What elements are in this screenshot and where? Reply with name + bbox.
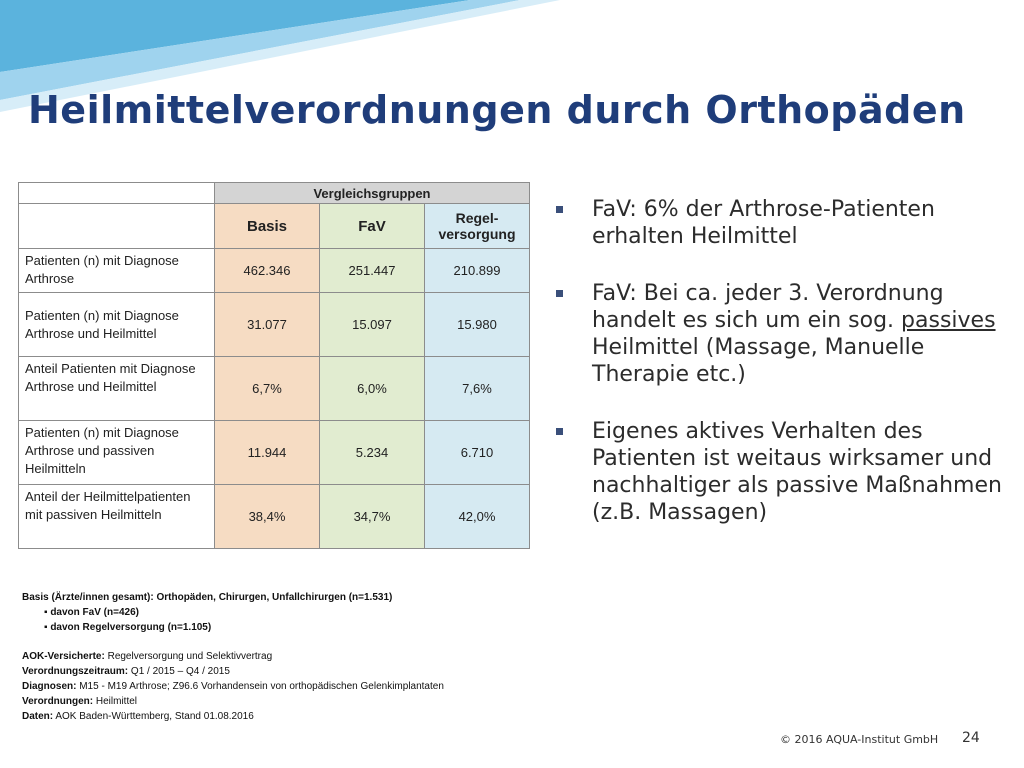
note-value: AOK Baden-Württemberg, Stand 01.08.2016: [53, 711, 254, 722]
cell-basis: 6,7%: [215, 357, 320, 421]
footnotes: [22, 590, 444, 724]
bullet-text-pre: FaV: Bei ca. jeder 3. Verordnung handelt es sich um ein sog.: [592, 281, 944, 333]
note-value: Q1 / 2015 – Q4 / 2015: [128, 666, 230, 677]
cell-basis: 31.077: [215, 293, 320, 357]
row-label: Patienten (n) mit Diagnose Arthrose: [19, 249, 215, 293]
bullet-list: [556, 196, 1006, 556]
bullet-text: Eigenes aktives Verhalten des Patienten ist weitaus wirksamer und nachhaltiger als passive Maßnahmen (z.B. Massagen): [592, 419, 1002, 525]
col-header-fav: FaV: [320, 204, 425, 249]
note-value: Heilmittel: [93, 696, 138, 707]
note-label: AOK-Versicherte:: [22, 651, 105, 662]
cell-fav: 251.447: [320, 249, 425, 293]
cell-regel: 6.710: [425, 421, 530, 485]
table-row: [19, 485, 530, 549]
table-row: [19, 293, 530, 357]
comparison-table: [18, 182, 530, 549]
table-corner-2: [19, 204, 215, 249]
row-label: Anteil der Heilmittelpatienten mit passiven Heilmitteln: [19, 485, 215, 549]
page-number: 24: [962, 730, 980, 746]
cell-fav: 15.097: [320, 293, 425, 357]
copyright: © 2016 AQUA-Institut GmbH: [780, 733, 939, 746]
col-header-regel-text: Regel- versorgung: [438, 210, 516, 242]
cell-basis: 462.346: [215, 249, 320, 293]
note-regel: ▪ davon Regelversorgung (n=1.105): [44, 622, 212, 633]
note-daten: [22, 709, 444, 724]
square-bullet-icon: [556, 428, 563, 435]
note-diagnosen: [22, 679, 444, 694]
note-zeitraum: [22, 664, 444, 679]
table-row: [19, 249, 530, 293]
bullet-text-underlined: passives: [901, 308, 996, 333]
cell-regel: 42,0%: [425, 485, 530, 549]
cell-regel: 15.980: [425, 293, 530, 357]
row-label: Patienten (n) mit Diagnose Arthrose und passiven Heilmitteln: [19, 421, 215, 485]
cell-fav: 6,0%: [320, 357, 425, 421]
table-row: [19, 357, 530, 421]
table-corner: [19, 183, 215, 204]
cell-regel: 210.899: [425, 249, 530, 293]
group-header: Vergleichsgruppen: [215, 183, 530, 204]
col-header-regelversorgung: [425, 204, 530, 249]
cell-basis: 38,4%: [215, 485, 320, 549]
square-bullet-icon: [556, 206, 563, 213]
cell-fav: 5.234: [320, 421, 425, 485]
bullet-item: [556, 196, 1006, 250]
note-value: M15 - M19 Arthrose; Z96.6 Vorhandensein von orthopädischen Gelenkimplantaten: [76, 681, 444, 692]
note-basis: Basis (Ärzte/innen gesamt): Orthopäden, Chirurgen, Unfallchirurgen (n=1.531): [22, 592, 393, 603]
square-bullet-icon: [556, 290, 563, 297]
row-label: Anteil Patienten mit Diagnose Arthrose und Heilmittel: [19, 357, 215, 421]
cell-basis: 11.944: [215, 421, 320, 485]
note-label: Verordnungen:: [22, 696, 94, 707]
note-versicherte: [22, 649, 444, 664]
table-row: [19, 421, 530, 485]
bullet-item: [556, 280, 1006, 388]
row-label: Patienten (n) mit Diagnose Arthrose und Heilmittel: [19, 293, 215, 357]
note-value: Regelversorgung und Selektivvertrag: [104, 651, 273, 662]
slide-title: Heilmittelverordnungen durch Orthopäden: [28, 88, 966, 132]
bullet-text: FaV: 6% der Arthrose-Patienten erhalten Heilmittel: [592, 197, 935, 249]
cell-regel: 7,6%: [425, 357, 530, 421]
bullet-item: [556, 418, 1006, 526]
note-label: Diagnosen:: [22, 681, 77, 692]
bullet-text-post: Heilmittel (Massage, Manuelle Therapie etc.): [592, 335, 925, 387]
cell-fav: 34,7%: [320, 485, 425, 549]
note-fav: ▪ davon FaV (n=426): [44, 607, 139, 618]
col-header-basis: Basis: [215, 204, 320, 249]
note-label: Verordnungszeitraum:: [22, 666, 129, 677]
note-verordnungen: [22, 694, 444, 709]
note-label: Daten:: [22, 711, 54, 722]
